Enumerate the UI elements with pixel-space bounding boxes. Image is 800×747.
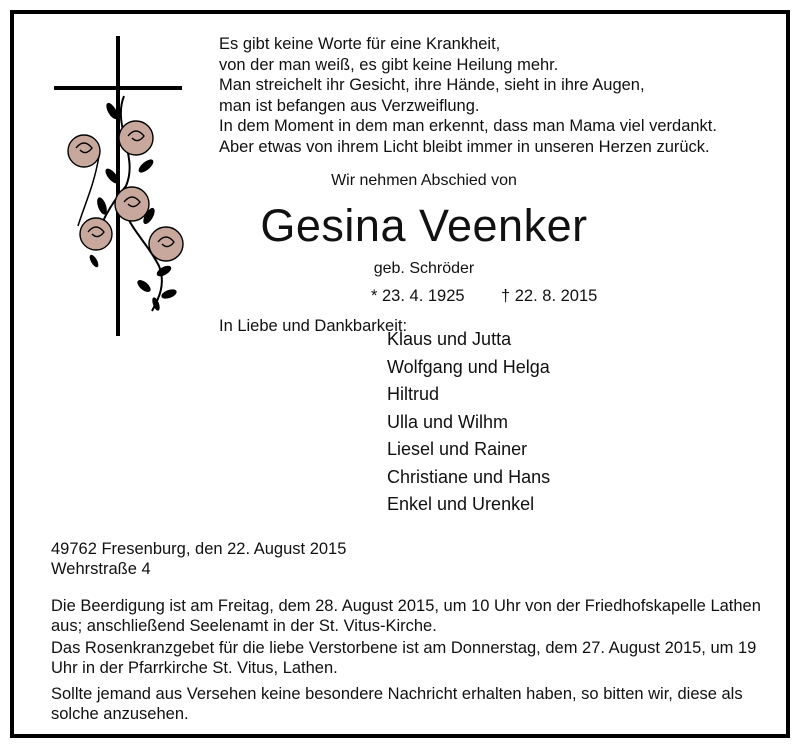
family-member: Ulla und Wilhm: [387, 411, 509, 432]
birth-name: geb. Schröder: [373, 260, 475, 277]
cross-with-roses-icon: [54, 36, 194, 336]
farewell-intro: Wir nehmen Abschied von: [331, 172, 517, 189]
death-date: † 22. 8. 2015: [501, 287, 598, 305]
poem-line: Man streichelt ihr Gesicht, ihre Hände, sieht in ihre Augen,: [219, 76, 645, 94]
poem-line: In dem Moment in dem man erkennt, dass man Mama viel verdankt.: [219, 117, 717, 135]
poem-line: von der man weiß, es gibt keine Heilung mehr.: [219, 55, 559, 74]
family-member: Klaus und Jutta: [387, 329, 512, 349]
poem-line: man ist befangen aus Verzweiflung.: [219, 96, 480, 115]
family-member: Enkel und Urenkel: [387, 494, 535, 514]
address-line-place-date: 49762 Fresenburg, den 22. August 2015: [51, 540, 347, 558]
gratitude-line: In Liebe und Dankbarkeit:: [219, 317, 408, 335]
poem: [219, 34, 779, 157]
poem-line: Es gibt keine Worte für eine Krankheit,: [219, 35, 501, 53]
family-member: Liesel und Rainer: [387, 439, 528, 459]
obituary-frame: [10, 10, 790, 738]
address-line-street: Wehrstraße 4: [51, 560, 151, 578]
funeral-notice: Die Beerdigung ist am Freitag, dem 28. August 2015, um 10 Uhr von der Friedhofskapelle Lathen aus; anschließend Seelenamt in der St. Vitus-Kirche.: [51, 597, 761, 635]
family-member: Christiane und Hans: [387, 466, 551, 487]
poem-line: Aber etwas von ihrem Licht bleibt immer in unseren Herzen zurück.: [219, 137, 710, 156]
address-block: [51, 539, 346, 579]
family-member: Wolfgang und Helga: [387, 356, 550, 377]
rosary-notice: Das Rosenkranzgebet für die liebe Verstorbene ist am Donnerstag, dem 27. August 2015, um 19 Uhr in der Pfarrkirche St. Vitus, Lathen.: [51, 639, 757, 677]
notification-note: Sollte jemand aus Versehen keine besondere Nachricht erhalten haben, so bitten wir, diese als solche anzusehen.: [51, 685, 743, 723]
deceased-name: Gesina Veenker: [260, 200, 588, 251]
family-member: Hiltrud: [387, 384, 440, 404]
family-list: [387, 326, 550, 519]
birth-date: * 23. 4. 1925: [371, 287, 465, 305]
